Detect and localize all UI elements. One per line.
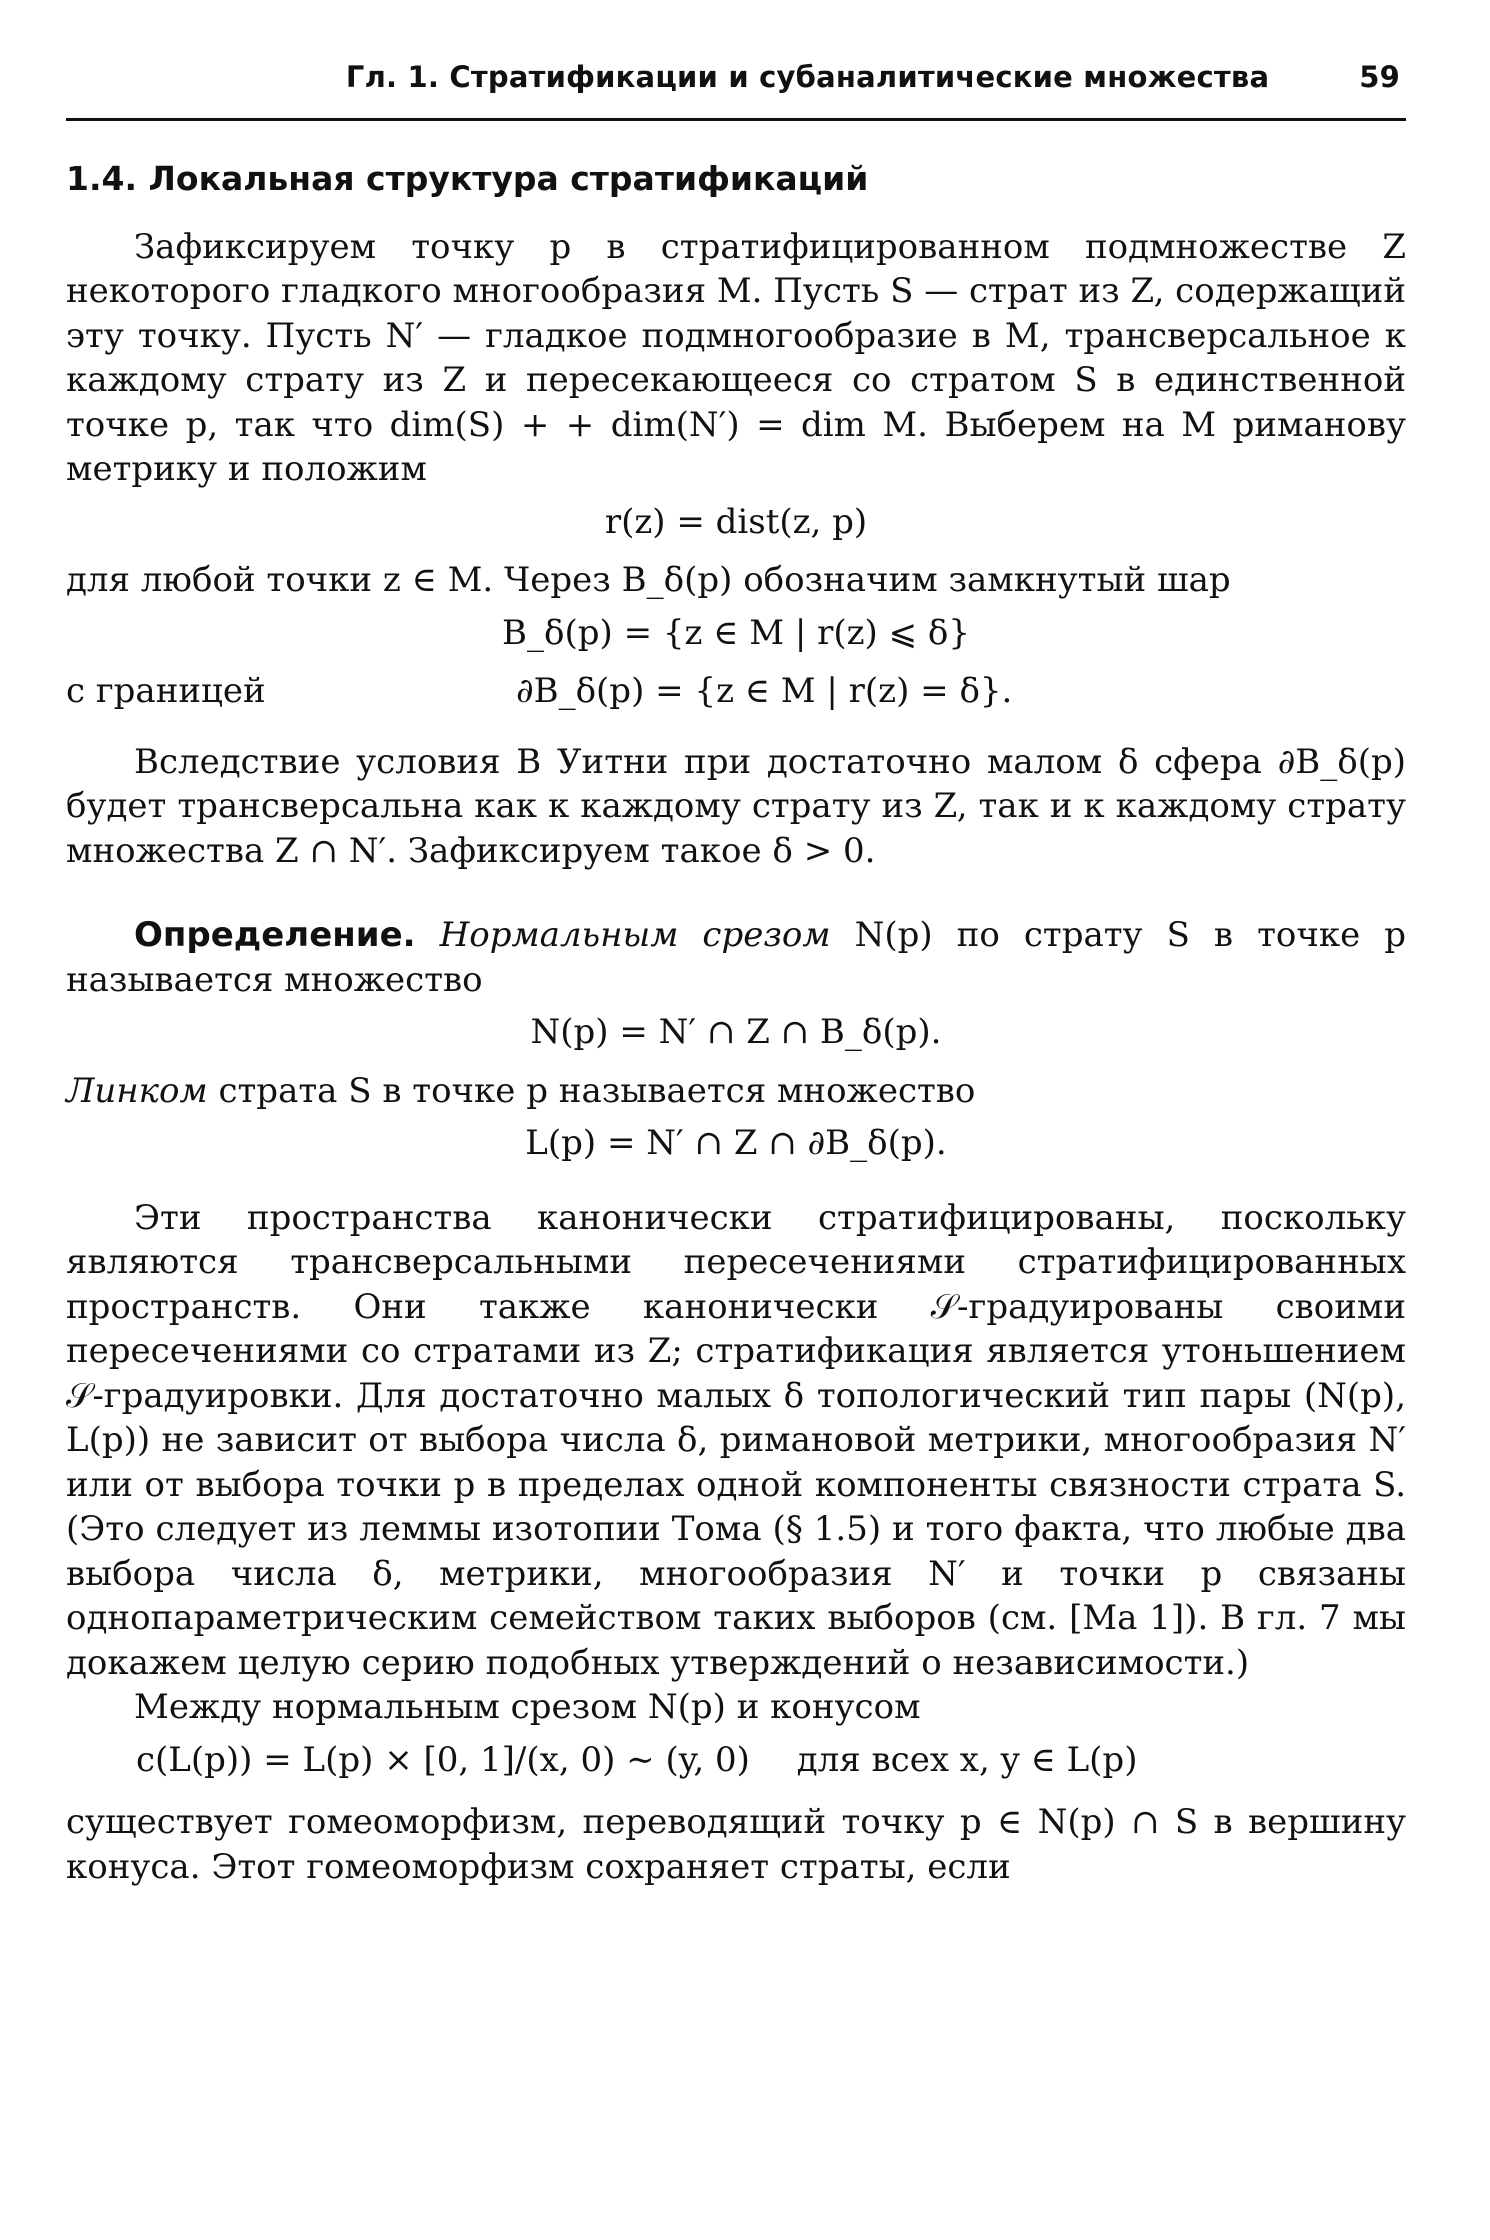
paragraph-1: Зафиксируем точку p в стратифицированном подмножестве Z некоторого гладкого многообразия M. Пусть S — страт из Z, содержащий эту точку. Пусть N′ — гладкое подмногообразие в M, трансверсальное к каждому страту из Z и пересекающееся со стратом S в единственной точке p, так что dim(S) + + dim(N′) = dim M. Выберем на M риманову метрику и положим	[66, 226, 1406, 490]
definition-term: Нормальным срезом	[439, 915, 831, 956]
boundary-row	[66, 669, 1406, 714]
paragraph-3: Вследствие условия B Уитни при достаточно малом δ сфера ∂B_δ(p) будет трансверсальна как к каждому страту из Z, так и к каждому страту множества Z ∩ N′. Зафиксируем такое δ > 0.	[66, 741, 1406, 871]
paragraph-6: существует гомеоморфизм, переводящий точку p ∈ N(p) ∩ S в вершину конуса. Этот гомеоморфизм сохраняет страты, если	[66, 1802, 1406, 1887]
page-number: 59	[1359, 60, 1400, 94]
running-title: Гл. 1. Стратификации и субаналитические множества	[345, 60, 1270, 94]
paragraph-4: Эти пространства канонически стратифицированы, поскольку являются трансверсальными пересечениями стратифицированных пространств. Они также канонически 𝒮-градуированы своими пересечениями со стратами из Z; стратификация является утоньшением 𝒮-градуировки. Для достаточно малых δ топологический тип пары (N(p), L(p)) не зависит от выбора числа δ, римановой метрики, многообразия N′ или от выбора точки p в пределах одной компоненты связности страта S. (Это следует из леммы изотопии Тома (§ 1.5) и того факта, что любые два выбора числа δ, метрики, многообразия N′ и точки p связаны однопараметрическим семейством таких выборов (см. [Ma 1]). В гл. 7 мы докажем целую серию подобных утверждений о независимости.)	[66, 1197, 1406, 1683]
header-rule	[66, 118, 1406, 121]
paragraph-2: для любой точки z ∈ M. Через B_δ(p) обозначим замкнутый шар	[66, 560, 1231, 601]
formula-boundary: ∂B_δ(p) = {z ∈ M | r(z) = δ}.	[516, 671, 1013, 712]
formula-link: L(p) = N′ ∩ Z ∩ ∂B_δ(p).	[525, 1123, 947, 1164]
section-title: 1.4. Локальная структура стратификаций	[66, 159, 869, 198]
formula-cone-row	[66, 1738, 1406, 1783]
formula-cone: c(L(p)) = L(p) × [0, 1]/(x, 0) ∼ (y, 0)	[136, 1739, 750, 1780]
boundary-lead: с границей	[66, 671, 266, 712]
definition-paragraph	[66, 913, 1406, 1002]
definition-rest: N(p) по страту S в точке p называется множество	[66, 915, 1407, 1000]
page	[66, 60, 1406, 1889]
formula-ball: B_δ(p) = {z ∈ M | r(z) ⩽ δ}	[502, 612, 970, 653]
link-rest: страта S в точке p называется множество	[218, 1070, 976, 1111]
definition-label: Определение.	[134, 915, 416, 956]
link-term: Линком	[66, 1070, 208, 1111]
running-head	[66, 60, 1406, 110]
paragraph-5: Между нормальным срезом N(p) и конусом	[134, 1687, 921, 1728]
link-paragraph	[66, 1069, 1406, 1114]
formula-normal-slice: N(p) = N′ ∩ Z ∩ B_δ(p).	[530, 1012, 942, 1053]
formula-cone-tail: для всех x, y ∈ L(p)	[796, 1739, 1138, 1780]
formula-r: r(z) = dist(z, p)	[604, 501, 868, 542]
